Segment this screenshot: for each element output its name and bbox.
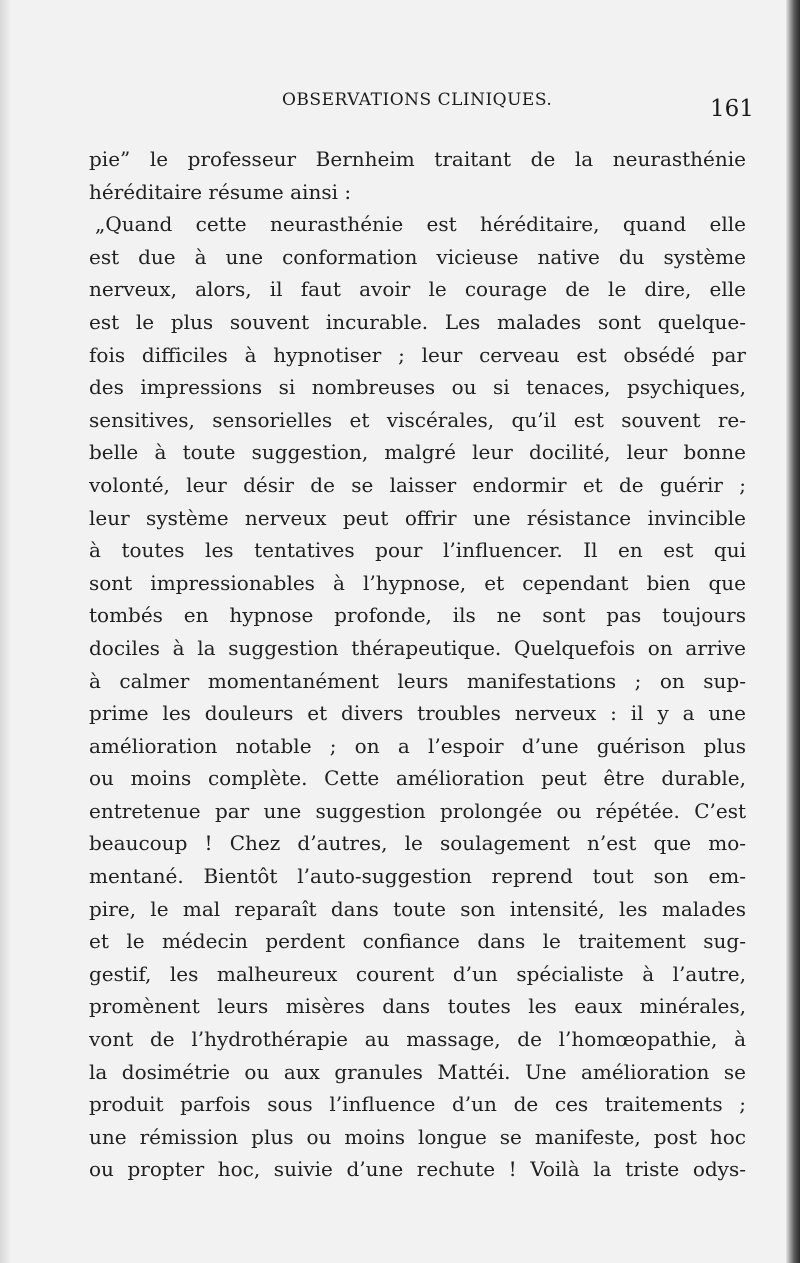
text-line: à calmer momentanément leurs manifestations ; on sup- <box>89 668 746 693</box>
text-line: sont impressionables à l’hypnose, et cependant bien que <box>89 570 746 595</box>
text-line: volonté, leur désir de se laisser endormir et de guérir ; <box>89 472 746 497</box>
text-line: à toutes les tentatives pour l’influencer. Il en est qui <box>89 538 746 563</box>
text-line: nerveux, alors, il faut avoir le courage de le dire, elle <box>89 277 746 302</box>
book-page <box>10 0 786 1263</box>
text-line: belle à toute suggestion, malgré leur docilité, leur bonne <box>89 440 746 465</box>
text-line: produit parfois sous l’influence d’un de ces traitements ; <box>89 1092 746 1117</box>
text-line: ou moins complète. Cette amélioration peut être durable, <box>89 766 746 791</box>
text-line: mentané. Bientôt l’auto-suggestion reprend tout son em- <box>89 864 746 889</box>
text-line: pire, le mal reparaît dans toute son intensité, les malades <box>89 896 746 921</box>
scan-left-margin <box>0 0 10 1263</box>
scan-right-edge-shadow <box>786 0 800 1263</box>
text-line: et le médecin perdent confiance dans le traitement sug- <box>89 929 746 954</box>
text-line: amélioration notable ; on a l’espoir d’une guérison plus <box>89 733 746 758</box>
text-line: beaucoup ! Chez d’autres, le soulagement n’est que mo- <box>89 831 746 856</box>
text-line: prime les douleurs et divers troubles nerveux : il y a une <box>89 701 746 726</box>
text-line: entretenue par une suggestion prolongée ou répétée. C’est <box>89 798 746 823</box>
text-line: sensitives, sensorielles et viscérales, qu’il est souvent re- <box>89 407 746 432</box>
text-line: pie” le professeur Bernheim traitant de la neurasthénie <box>89 147 746 171</box>
running-head: OBSERVATIONS CLINIQUES. <box>282 90 553 110</box>
page-number: 161 <box>710 96 754 122</box>
text-line: leur système nerveux peut offrir une résistance invincible <box>89 505 746 530</box>
text-line: fois difficiles à hypnotiser ; leur cerveau est obsédé par <box>89 342 746 367</box>
text-line: une rémission plus ou moins longue se manifeste, post hoc <box>89 1124 746 1149</box>
text-line: est le plus souvent incurable. Les malades sont quelque- <box>89 309 746 334</box>
text-line: est due à une conformation vicieuse native du système <box>89 244 746 269</box>
text-line: des impressions si nombreuses ou si tenaces, psychiques, <box>89 375 746 400</box>
text-line: dociles à la suggestion thérapeutique. Quelquefois on arrive <box>89 635 746 660</box>
body-text <box>89 143 746 1186</box>
text-line: gestif, les malheureux courent d’un spécialiste à l’autre, <box>89 961 746 986</box>
text-line: la dosimétrie ou aux granules Mattéi. Une amélioration se <box>89 1059 746 1084</box>
text-line: „Quand cette neurasthénie est héréditaire, quand elle <box>95 212 746 237</box>
text-line: héréditaire résume ainsi : <box>89 179 352 204</box>
text-line: vont de l’hydrothérapie au massage, de l’homœopathie, à <box>89 1027 746 1052</box>
text-line: tombés en hypnose profonde, ils ne sont pas toujours <box>89 603 746 628</box>
text-line: promènent leurs misères dans toutes les eaux minérales, <box>89 994 746 1019</box>
text-line: ou propter hoc, suivie d’une rechute ! Voilà la triste odys- <box>89 1157 746 1182</box>
